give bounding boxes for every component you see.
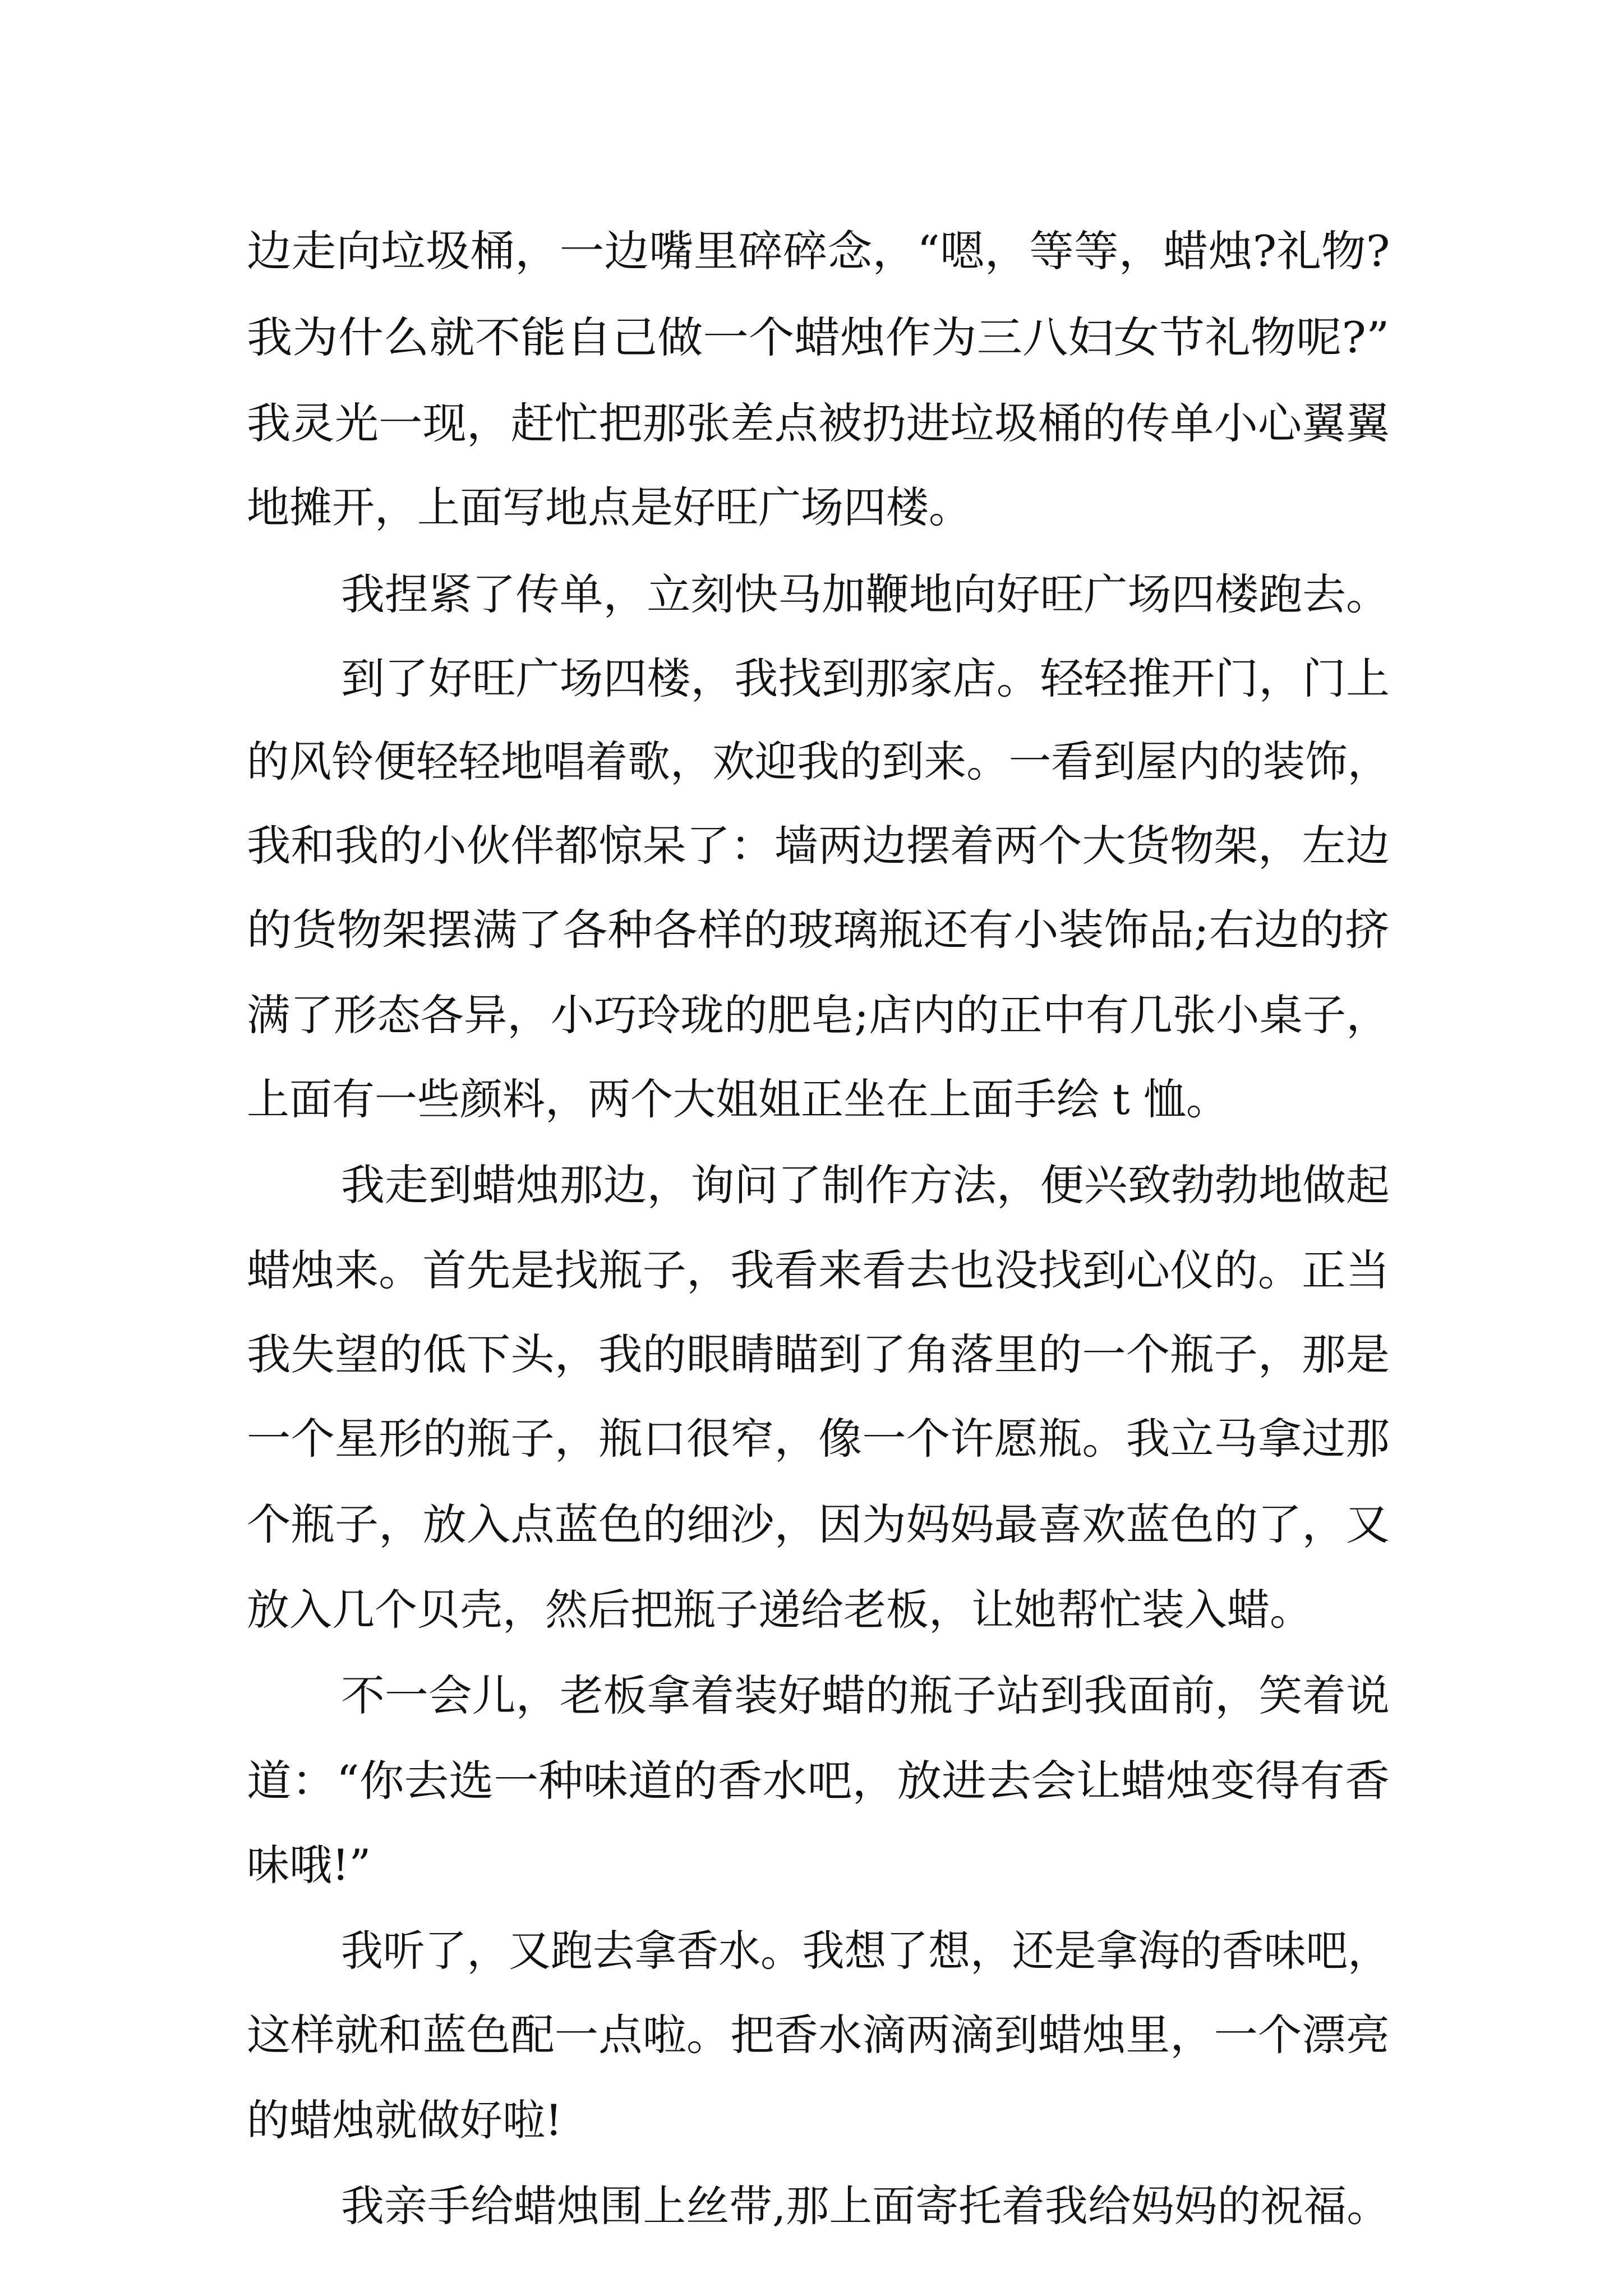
text-line: 的货物架摆满了各种各样的玻璃瓶还有小装饰品;右边的挤 — [247, 905, 1390, 955]
paragraph-first-line: 到了好旺广场四楼，我找到那家店。轻轻推开门，门上 — [341, 654, 1390, 703]
text-line: 我和我的小伙伴都惊呆了：墙两边摆着两个大货物架，左边 — [247, 821, 1390, 871]
text-line: 放入几个贝壳，然后把瓶子递给老板，让她帮忙装入蜡。 — [247, 1585, 1312, 1635]
paragraph-first-line: 我听了，又跑去拿香水。我想了想，还是拿海的香味吧， — [341, 1926, 1390, 1976]
text-line: 一个星形的瓶子，瓶口很窄，像一个许愿瓶。我立马拿过那 — [247, 1414, 1390, 1464]
paragraph-first-line: 我捏紧了传单，立刻快马加鞭地向好旺广场四楼跑去。 — [341, 569, 1390, 619]
paragraph-first-line: 我亲手给蜡烛围上丝带,那上面寄托着我给妈妈的祝福。 — [341, 2181, 1390, 2231]
paragraph-first-line: 我走到蜡烛那边，询问了制作方法，便兴致勃勃地做起 — [341, 1160, 1390, 1210]
text-line: 上面有一些颜料，两个大姐姐正坐在上面手绘 t 恤。 — [247, 1074, 1229, 1124]
text-line: 我失望的低下头，我的眼睛瞄到了角落里的一个瓶子，那是 — [247, 1329, 1390, 1379]
text-line: 的风铃便轻轻地唱着歌，欢迎我的到来。一看到屋内的装饰， — [247, 737, 1390, 786]
text-line: 我灵光一现，赶忙把那张差点被扔进垃圾桶的传单小心翼翼 — [247, 398, 1390, 448]
text-line: 这样就和蓝色配一点啦。把香水滴两滴到蜡烛里，一个漂亮 — [247, 2010, 1390, 2060]
paragraph-first-line: 不一会儿，老板拿着装好蜡的瓶子站到我面前，笑着说 — [341, 1671, 1390, 1720]
text-line: 个瓶子，放入点蓝色的细沙，因为妈妈最喜欢蓝色的了，又 — [247, 1499, 1390, 1549]
text-line: 的蜡烛就做好啦! — [247, 2095, 562, 2145]
text-line: 边走向垃圾桶，一边嘴里碎碎念，“嗯，等等，蜡烛?礼物? — [247, 226, 1390, 276]
text-line: 蜡烛来。首先是找瓶子，我看来看去也没找到心仪的。正当 — [247, 1245, 1390, 1295]
text-line: 地摊开，上面写地点是好旺广场四楼。 — [247, 482, 971, 532]
text-line: 道：“你去选一种味道的香水吧，放进去会让蜡烛变得有香 — [247, 1756, 1390, 1806]
text-line: 满了形态各异，小巧玲珑的肥皂;店内的正中有几张小桌子， — [247, 990, 1390, 1040]
text-line: 味哦!” — [247, 1840, 371, 1890]
text-line: 我为什么就不能自己做一个蜡烛作为三八妇女节礼物呢?” — [247, 312, 1390, 362]
